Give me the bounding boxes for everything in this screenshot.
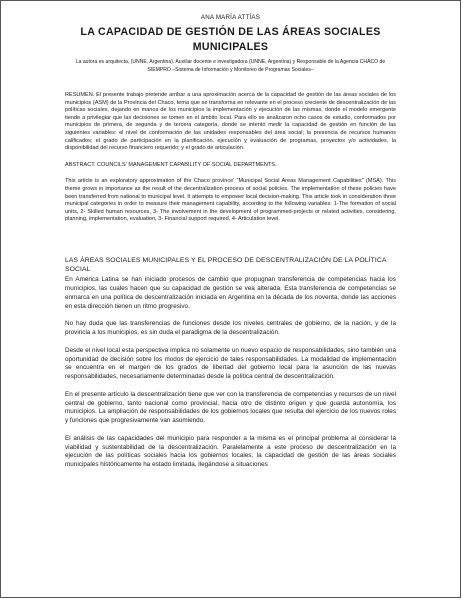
author-affiliation: La autora es arquitecta, (UNNE, Argentina). Auxiliar docente e investigadora (UNNE, Argentina) y Responsable de la Agencia CHACO de SIEMPRO –Sistema de Información y Monitoreo de Programas Sociales– xyxy=(75,59,386,73)
abstract-paragraph: This article is an exploratory approximation of the Chaco province' "Municipal Social Areas Management Capabilities" (MSA). This theme grows in importance as the result of the decentralization process of social policies. The implementation of these policies have been transferred from national to municipal level. It attempts to empower local decision-making. This article took in consideration three municipal categories in order to measure their management capability, according to the following variables: 1-The formation of social units, 2- Skilled human resources, 3- The involvement in the development of programmed-projects or related activities, considering, planning, implementation, evaluation, 3- Financial support required, 4- Articulation level. xyxy=(65,178,396,223)
page-content xyxy=(1,1,460,470)
abstract-heading: ABSTRACT. COUNCILS' MANAGEMENT CAPABILITY OF SOCIAL DEPARTMENTS. xyxy=(65,161,277,168)
section-heading: LAS ÁREAS SOCIALES MUNICIPALES Y EL PROCESO DE DESCENTRALIZACIÓN DE LA POLÍTICA SOCIAL xyxy=(65,256,387,274)
body-paragraph-3: Desde el nivel local esta perspectiva implica no solamente un nuevo espacio de responsabilidades, sino también una oportunidad de decisión sobre los modos de ejercicio de tales responsabilidades. La modalidad de implementación se encuentra en el margen de los grados de libertad del gobierno local para la asunción de las nuevas responsabilidades, necesariamente determinadas desde la política central de descentralización. xyxy=(65,346,396,381)
resumen-paragraph: RESUMEN. El presente trabajo pretende arribar a una aproximación acerca de la capacidad de gestión de las áreas sociales de los municipios (ASM) de la Provincia del Chaco, tema que se transforma en relevante en el proceso creciente de descentralización de las políticas sociales, dejando en manos de los municipios la implementación y ejecución de las mismas, donde el modelo emergente tiende a privilegiar que las decisiones se tomen en el ámbito local. Para ello se analizaron ocho casos de estudio, conformados por municipios de primera, de segunda y de tercera categoría, donde se intentó medir la capacidad de gestión en función de las siguientes variables: el nivel de conformación de las unidades responsables del área social; la presencia de recursos humanos calificados; el grado de participación en la planificación, ejecución y evaluación de programas, proyectos y/o actividades, la disponibilidad del recurso financiero requerido; y el grado de articulación. xyxy=(65,92,396,152)
body-paragraph-4: En el presente artículo la descentralización tiene que ver con la transferencia de competencias y recursos de un nivel central de gobierno, tanto nacional como provincial, hacia otro de distinto origen y que guarda autonomía, los municipios. La ampliación de responsabilidades de los gobiernos locales que resulta del ejercicio de los nuevos roles y funciones que progresivamente van asumiendo. xyxy=(65,390,396,425)
article-title: LA CAPACIDAD DE GESTIÓN DE LAS ÁREAS SOCIALES MUNICIPALES xyxy=(80,26,381,53)
body-paragraph-1: En América Latina se han iniciado procesos de cambio que propugnan transferencia de competencias hacia los municipios, las cuales hacen que su capacidad de gestión se vea alterada. Esta transferencia de competencias se enmarca en una política de descentralización iniciada en Argentina en la década de los noventa, donde las acciones en esta dirección tienen un ritmo progresivo. xyxy=(65,276,396,310)
body-paragraph-5: El análisis de las capacidades del municipio para responder a la misma es el principal problema al considerar la viabilidad y sustentabilidad de la descentralización. Paralelamente a este proceso de descentralización en la ejecución de las políticas sociales hacia los gobiernos locales, la capacidad de gestión de las áreas sociales municipales históricamente ha estado limitada, llegándose a situaciones xyxy=(65,434,396,469)
author-name: ANA MARÍA ATTÍAS xyxy=(200,14,261,21)
body-paragraph-2: No hay duda que las transferencias de funciones desde los niveles centrales de gobierno, de la nación, y de la provincia a los municipios, es sin duda el paradigma de la descentralización. xyxy=(65,320,396,337)
